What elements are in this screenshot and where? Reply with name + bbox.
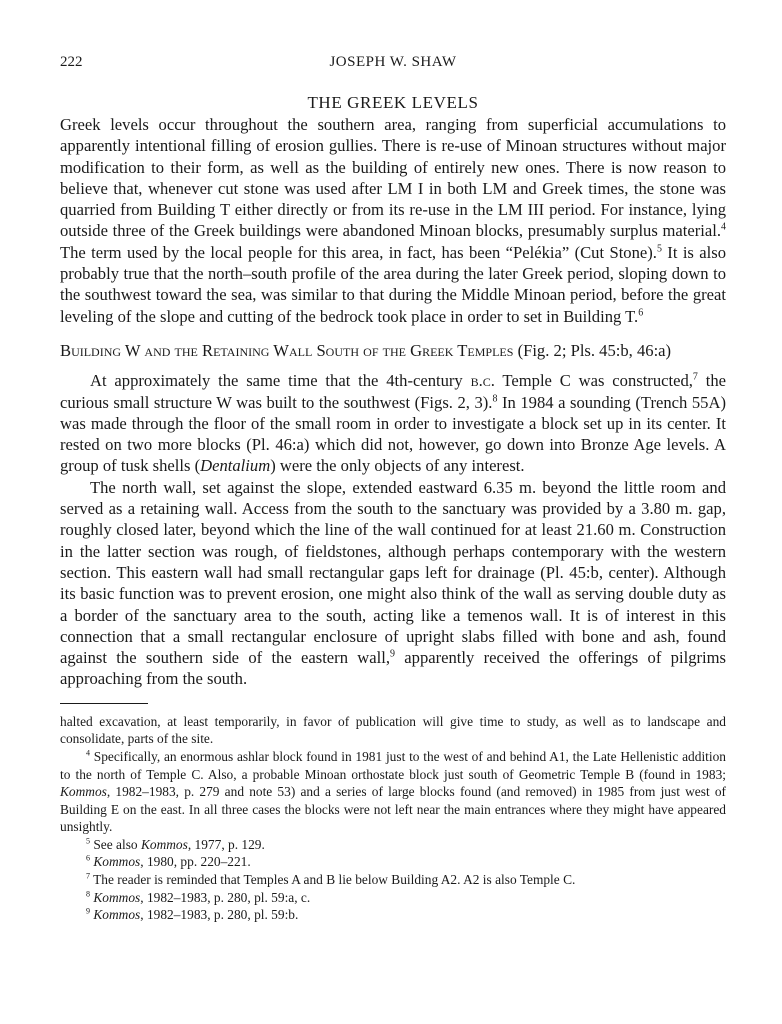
era-abbreviation: b.c. <box>470 371 495 391</box>
text-run: The north wall, set against the slope, extended eastward 6.35 m. beyond the little room and served as a retaining wall. Access from the south to the sanctuary was provided by a 3.80 m. gap, roughly closed later, beyond which the line of the wall continued for at least 21.60 m. Construction in the latter section was rough, of fieldstones, although perhaps contemporary with the western section. This eastern wall had small rectangular gaps left for drainage (Pl. 45:b, center). Although its basic function was to prevent erosion, one might also think of the wall as serving double duty as a border of the sanctuary area to the south, acting like a temenos wall. It is of interest in this connection that a small rectangular enclosure of upright slabs filled with bone and ash, found against the southern side of the eastern wall, <box>60 477 726 668</box>
footnote-4 <box>60 748 726 836</box>
text-run: , 1980, pp. 220–221. <box>140 854 251 870</box>
footnote-divider <box>60 703 148 704</box>
running-head: JOSEPH W. SHAW <box>329 54 457 70</box>
text-run: It is also probably true that the north–south profile of the area during the later Greek period, sloping down to the southwest toward the sea, was similar to that during the Middle Minoan period, before the great leveling of the slope and cutting of the bedrock took place in order to set in Building T. <box>60 242 726 326</box>
footnote-number: 9 <box>86 906 91 916</box>
footnote-continuation: halted excavation, at least temporarily, in favor of publication will give time to study, as well as to landscape and consolidate, parts of the site. <box>60 713 726 747</box>
main-text <box>60 114 726 690</box>
text-run: ) were the only objects of any interest. <box>270 456 525 476</box>
italic-term: Kommos <box>93 889 141 905</box>
footnote-7 <box>60 871 726 889</box>
text-run: The term used by the local people for this area, in fact, has been “Pelékia” (Cut Stone). <box>60 242 657 262</box>
footnote-6 <box>60 853 726 871</box>
italic-term: Dentalium <box>200 456 271 476</box>
italic-term: Kommos <box>93 907 141 923</box>
footnote-9 <box>60 906 726 924</box>
section-title: THE GREEK LEVELS <box>307 93 479 112</box>
text-run: , 1982–1983, p. 280, pl. 59:b. <box>140 907 299 923</box>
italic-term: Kommos <box>93 854 141 870</box>
footnote-ref: 8 <box>492 393 498 405</box>
footnote-ref: 9 <box>390 648 395 660</box>
footnote-8 <box>60 889 726 907</box>
text-run: The reader is reminded that Temples A and B lie below Building A2. A2 is also Temple C. <box>90 872 576 888</box>
footnote-ref: 6 <box>638 307 644 319</box>
footnote-ref: 4 <box>721 221 726 233</box>
footnote-ref: 5 <box>656 243 662 255</box>
subsection-heading <box>60 340 726 361</box>
footnote-number: 5 <box>86 836 91 846</box>
italic-term: Kommos <box>60 784 107 800</box>
paragraph-north-wall <box>60 477 726 690</box>
text-run: the curious small structure W was built to the southwest (Figs. 2, 3). <box>60 371 727 412</box>
text-run: , 1977, p. 129. <box>187 836 265 852</box>
text-run: apparently received the offerings of pilgrims approaching from the south. <box>60 648 726 689</box>
footnote-number: 7 <box>86 871 91 881</box>
page <box>60 42 726 924</box>
footnote-number: 8 <box>86 889 91 899</box>
italic-term: Kommos <box>140 836 188 852</box>
text-run: See also <box>90 836 141 852</box>
footnote-ref: 7 <box>692 371 698 383</box>
text-run: Greek levels occur throughout the southern area, ranging from superficial accumulations to apparently intentional filling of erosion gullies. There is re-use of Minoan structures without major modification to their form, as well as the building of entirely new ones. There is now reason to believe that, whenever cut stone was used after LM I in both LM and Greek times, the stone was quarried from Building T either directly or from its re-use in the LM III period. For instance, lying outside three of the Greek buildings were abandoned Minoan blocks, presumably surplus material. <box>60 115 726 241</box>
text-run: Specifically, an enormous ashlar block found in 1981 just to the west of and behind A1, the Late Hellenistic addition to the north of Temple C. Also, a probable Minoan orthostate block just south of Geometric Temple B (found in 1983; <box>60 748 726 782</box>
footnote-number: 4 <box>86 748 91 758</box>
page-number: 222 <box>60 54 83 70</box>
page-header <box>60 42 726 70</box>
text-run: At approximately the same time that the 4th-century <box>90 371 471 391</box>
subsection-heading-refs: (Fig. 2; Pls. 45:b, 46:a) <box>513 340 672 360</box>
footnotes <box>60 713 726 924</box>
footnote-5 <box>60 836 726 854</box>
intro-paragraph <box>60 114 726 327</box>
text-run: In 1984 a sounding (Trench 55A) was made through the floor of the small room in order to investigate a block set up in its center. It rested on two more blocks (Pl. 46:a) which did not, however, go down into Bronze Age levels. A group of tusk shells ( <box>60 392 726 476</box>
paragraph-building-w <box>60 370 726 476</box>
subsection-heading-title: Building W and the Retaining Wall South of the Greek Temples <box>60 340 514 360</box>
text-run: Temple C was constructed, <box>494 371 693 391</box>
text-run: , 1982–1983, p. 279 and note 53) and a series of large blocks found (and removed) in 1985 from just west of Building E on the east. In all three cases the blocks were not left near the main entrances where they might have appeared unsightly. <box>60 784 726 835</box>
text-run: , 1982–1983, p. 280, pl. 59:a, c. <box>140 889 311 905</box>
footnote-number: 6 <box>86 854 91 863</box>
